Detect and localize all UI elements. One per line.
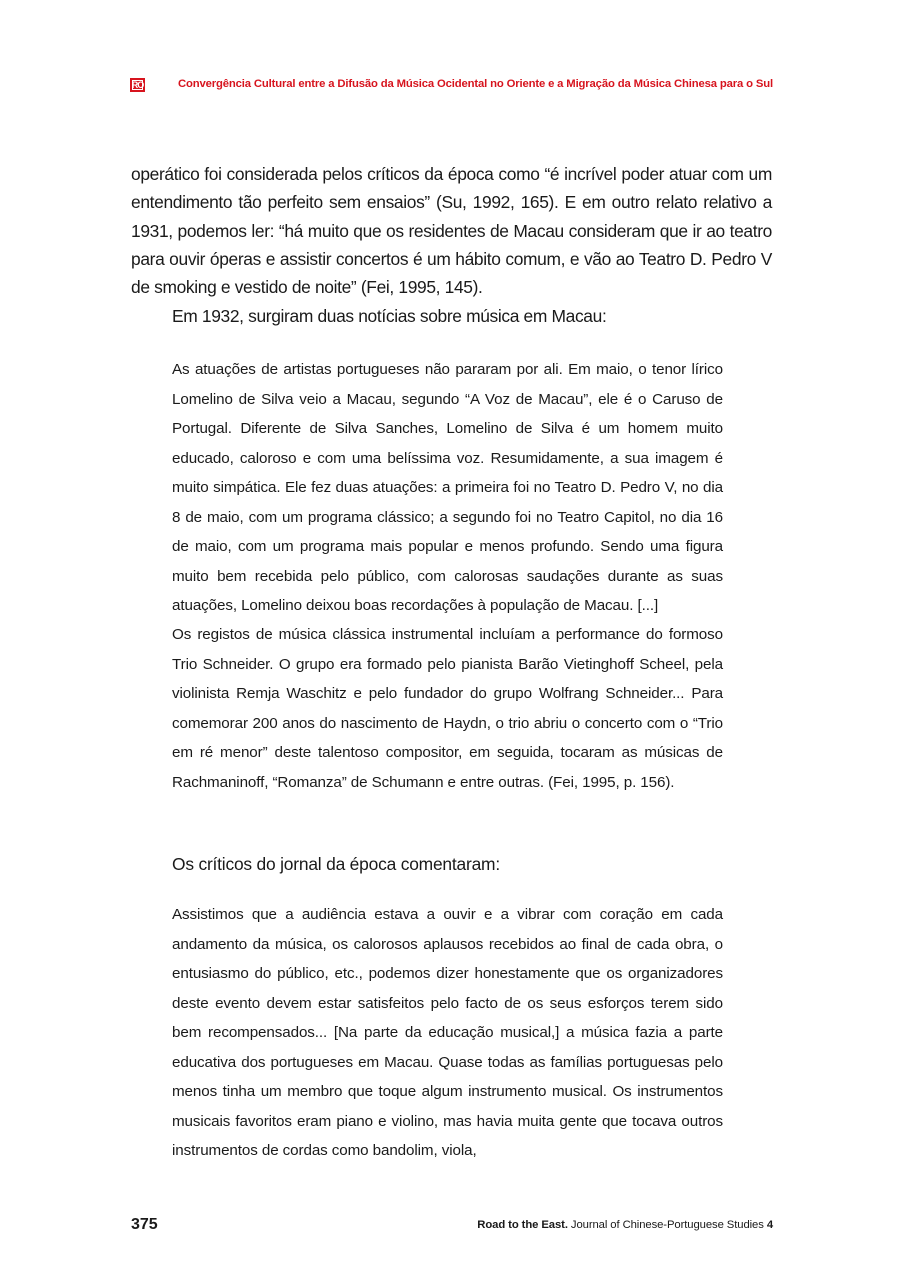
page-number: 375 — [131, 1216, 158, 1233]
block-quote: Assistimos que a audiência estava a ouvir e a vibrar com coração em cada andamento da música, os calorosos aplausos recebidos ao final de cada obra, o entusiasmo do público, etc., podemos dizer honestamente que os organizadores deste evento devem estar satisfeitos pelo facto de os seus esforços terem sido bem recompensados... [Na parte da educação musical,] a música fazia a parte educativa dos portugueses em Macau. Quase todas as famílias portuguesas pelo menos tinha um membro que toque algum instrumento musical. Os instrumentos musicais favoritos eram piano e violino, mas havia muita gente que tocava outros instrumentos de cordas como bandolim, viola, — [172, 906, 723, 1159]
block-quote: Os registos de música clássica instrumental incluíam a performance do formoso Trio Schneider. O grupo era formado pelo pianista Barão Vietinghoff Scheel, pela violinista Remja Waschitz e pelo fundador do grupo Wolfrang Schneider... Para comemorar 200 anos do nascimento de Haydn, o trio abriu o concerto com o “Trio em ré menor” deste talentoso compositor, em seguida, tocaram as músicas de Rachmaninoff, “Romanza” de Schumann e entre outras. (Fei, 1995, p. 156). — [172, 626, 723, 791]
page-footer — [131, 1216, 773, 1236]
block-quote: As atuações de artistas portugueses não pararam por ali. Em maio, o tenor lírico Lomelino de Silva veio a Macau, segundo “A Voz de Macau”, ele é o Caruso de Portugal. Diferente de Silva Sanches, Lomelino de Silva é um homem muito educado, caloroso e com uma belíssima voz. Resumidamente, a sua imagem é muito simpática. Ele fez duas atuações: a primeira foi no Teatro D. Pedro V, no dia 8 de maio, com um programa clássico; a segundo foi no Teatro Capitol, no dia 16 de maio, com um programa mais popular e menos profundo. Sendo uma figura muito bem recebida pelo público, com calorosas saudações durante as suas atuações, Lomelino deixou boas recordações à população de Macau. [...] — [172, 361, 723, 614]
running-header — [130, 78, 774, 94]
journal-name: Road to the East. — [477, 1219, 568, 1231]
body-paragraph: operático foi considerada pelos críticos da época como “é incrível poder atuar com um entendimento tão perfeito sem ensaios” (Su, 1992, 165). E em outro relato relativo a 1931, podemos ler: “há muito que os residentes de Macau consideram que ir ao teatro para ouvir óperas e assistir concertos é um hábito comum, e vão ao Teatro D. Pedro V de smoking e vestido de noite” (Fei, 1995, 145). — [131, 164, 772, 298]
body-paragraph: Os críticos do jornal da época comentaram: — [172, 854, 500, 874]
journal-subtitle: Journal of Chinese-Portuguese Studies — [567, 1219, 767, 1231]
journal-issue: 4 — [766, 1219, 773, 1231]
journal-title — [477, 1219, 773, 1231]
running-title: Convergência Cultural entre a Difusão da Música Ocidental no Oriente e a Migração da Música Chinesa para o Sul — [178, 78, 773, 90]
journal-logo-icon: RO — [131, 80, 144, 90]
body-paragraph: Em 1932, surgiram duas notícias sobre música em Macau: — [172, 306, 607, 326]
